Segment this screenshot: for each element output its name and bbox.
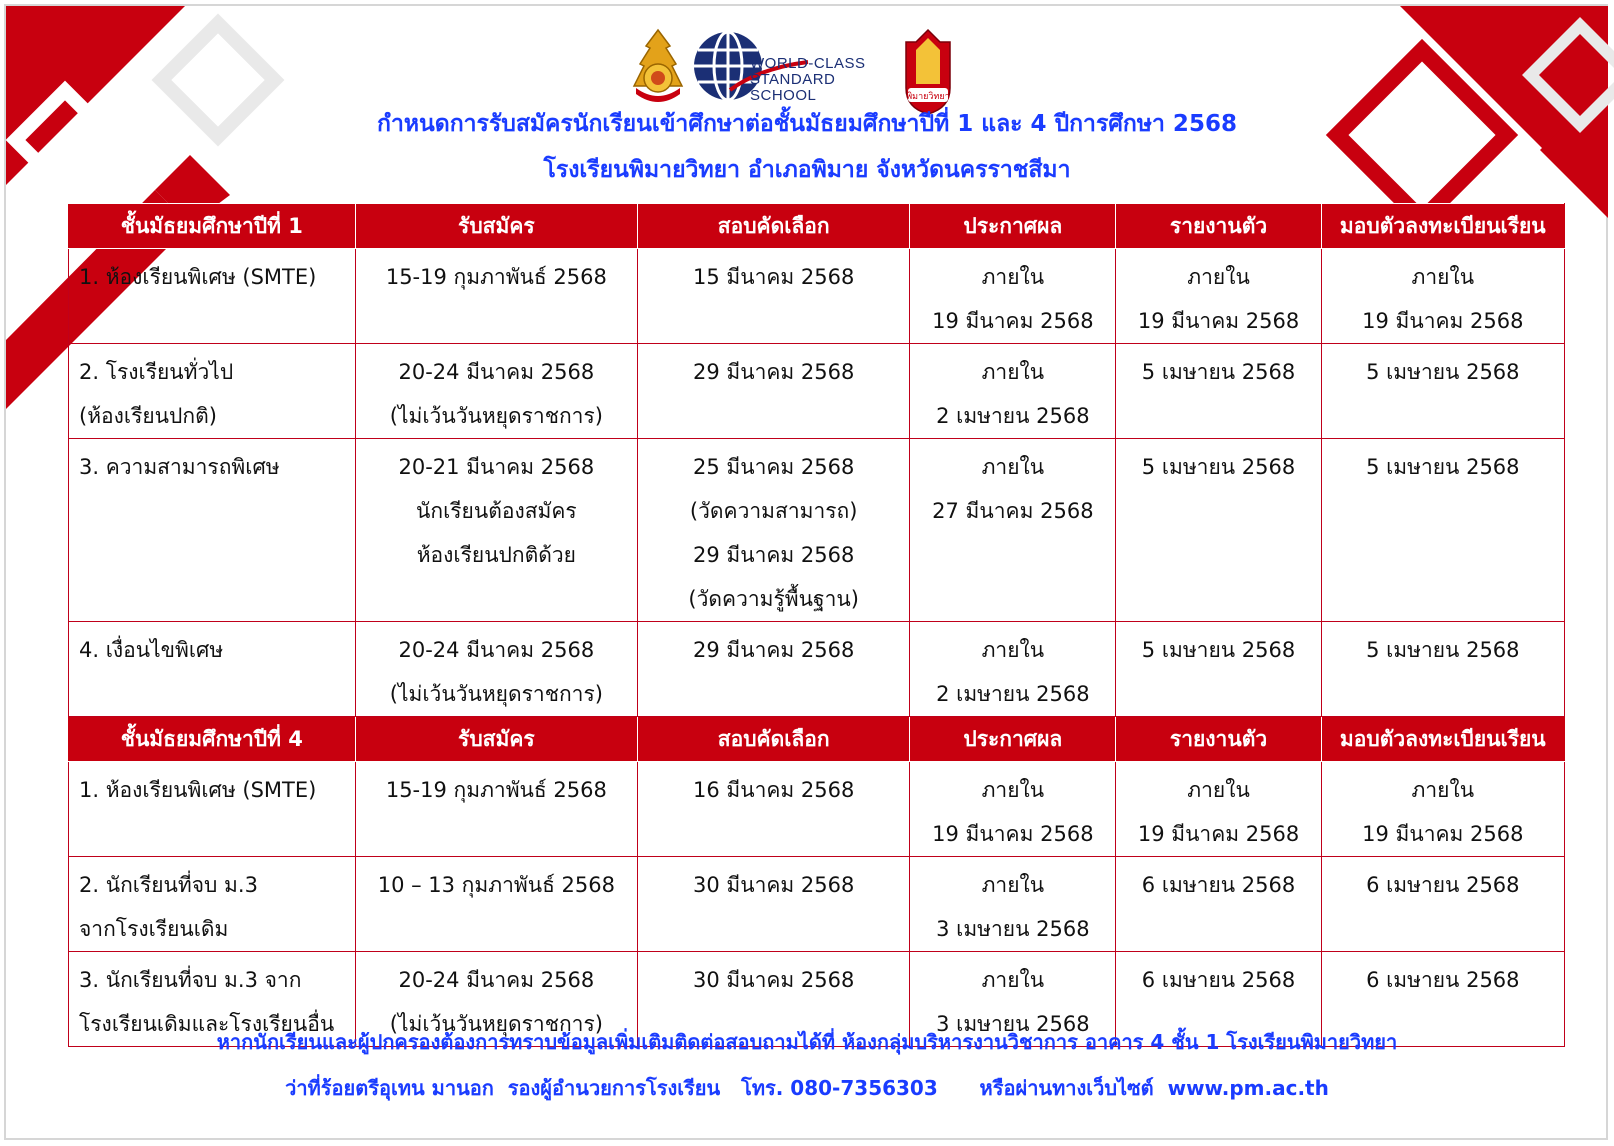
- cell-report: [1116, 762, 1321, 857]
- cell-text-line: 29 มีนาคม 2568: [692, 543, 855, 567]
- cell-text-line: ภายใน: [1187, 265, 1250, 289]
- cell-text-line: 19 มีนาคม 2568: [932, 309, 1094, 333]
- cell-apply: [355, 439, 637, 622]
- cell-text-line: (ไม่เว้นวันหยุดราชการ): [389, 404, 603, 428]
- cell-text-line: 19 มีนาคม 2568: [1362, 822, 1524, 846]
- cell-apply: [355, 762, 637, 857]
- cell-text-line: นักเรียนต้องสมัคร: [416, 499, 577, 523]
- cell-text-line: 19 มีนาคม 2568: [1137, 309, 1300, 333]
- cell-text-line: ภายใน: [1411, 265, 1475, 289]
- cell-name: [69, 249, 356, 344]
- world-class-logo-text: [750, 56, 885, 104]
- cell-text-line: 6 เมษายน 2568: [1141, 873, 1296, 897]
- cell-announce: [910, 249, 1116, 344]
- cell-text-line: (ไม่เว้นวันหยุดราชการ): [389, 682, 603, 706]
- cell-text-line: 5 เมษายน 2568: [1141, 360, 1296, 384]
- table-row: [69, 857, 1565, 952]
- cell-text-line: ภายใน: [981, 265, 1045, 289]
- cell-text-line: ภายใน: [981, 968, 1045, 992]
- cell-text-line: 25 มีนาคม 2568: [692, 455, 855, 479]
- cell-report: [1116, 439, 1321, 622]
- cell-text-line: ภายใน: [981, 360, 1045, 384]
- cell-text-line: 10 – 13 กุมภาพันธ์ 2568: [377, 873, 615, 897]
- cell-apply: [355, 344, 637, 439]
- cell-enroll: [1321, 344, 1564, 439]
- cell-text-line: 20-24 มีนาคม 2568: [398, 638, 595, 662]
- cell-text-line: ภายใน: [981, 873, 1045, 897]
- world-class-text-line2: STANDARD SCHOOL: [750, 71, 836, 104]
- cell-apply: [355, 249, 637, 344]
- world-class-text-line1: WORLD-CLASS: [750, 55, 866, 72]
- cell-text-line: ห้องเรียนปกติด้วย: [416, 543, 576, 567]
- table-row: [69, 622, 1565, 717]
- column-header: มอบตัวลงทะเบียนเรียน: [1321, 204, 1564, 249]
- cell-text-line: 3. นักเรียนที่จบ ม.3 จาก: [79, 968, 302, 992]
- column-header: ประกาศผล: [910, 717, 1116, 762]
- column-header: รายงานตัว: [1116, 204, 1321, 249]
- cell-text-line: 5 เมษายน 2568: [1141, 455, 1296, 479]
- cell-text-line: 3 เมษายน 2568: [936, 917, 1090, 941]
- cell-text-line: 2. นักเรียนที่จบ ม.3: [79, 873, 258, 897]
- cell-text-line: (วัดความสามารถ): [689, 499, 858, 523]
- cell-text-line: 20-24 มีนาคม 2568: [398, 968, 595, 992]
- cell-name: [69, 762, 356, 857]
- column-header: สอบคัดเลือก: [638, 717, 910, 762]
- document-title: [0, 104, 1614, 190]
- cell-report: [1116, 344, 1321, 439]
- cell-text-line: 1. ห้องเรียนพิเศษ (SMTE): [79, 265, 317, 289]
- column-header: รายงานตัว: [1116, 717, 1321, 762]
- cell-text-line: 5 เมษายน 2568: [1366, 455, 1520, 479]
- table-row: [69, 439, 1565, 622]
- cell-text-line: 30 มีนาคม 2568: [692, 873, 855, 897]
- cell-text-line: ภายใน: [1187, 778, 1250, 802]
- cell-report: [1116, 622, 1321, 717]
- cell-text-line: ภายใน: [981, 778, 1045, 802]
- column-header: มอบตัวลงทะเบียนเรียน: [1321, 717, 1564, 762]
- cell-enroll: [1321, 857, 1564, 952]
- cell-text-line: 1. ห้องเรียนพิเศษ (SMTE): [79, 778, 317, 802]
- cell-text-line: 20-24 มีนาคม 2568: [398, 360, 595, 384]
- phimai-wittaya-emblem-logo: [894, 28, 962, 116]
- cell-text-line: 16 มีนาคม 2568: [692, 778, 855, 802]
- cell-exam: [638, 622, 910, 717]
- cell-text-line: 15-19 กุมภาพันธ์ 2568: [385, 778, 607, 802]
- footer-line2: ว่าที่ร้อยตรีอุเทน มานอก รองผู้อำนวยการโรงเรียน โทร. 080-7356303 หรือผ่านทางเว็บไซต์ www.pm.ac.th: [285, 1076, 1329, 1100]
- table-row: [69, 762, 1565, 857]
- cell-text-line: 2 เมษายน 2568: [936, 404, 1090, 428]
- table-row: [69, 249, 1565, 344]
- cell-text-line: 19 มีนาคม 2568: [1362, 309, 1524, 333]
- cell-exam: [638, 762, 910, 857]
- cell-text-line: 30 มีนาคม 2568: [692, 968, 855, 992]
- cell-text-line: 5 เมษายน 2568: [1366, 638, 1520, 662]
- cell-text-line: โรงเรียนเดิมและโรงเรียนอื่น: [79, 1012, 335, 1036]
- cell-text-line: 4. เงื่อนไขพิเศษ: [79, 638, 224, 662]
- contact-footer: [0, 1022, 1614, 1108]
- cell-text-line: ภายใน: [1411, 778, 1475, 802]
- cell-text-line: 15 มีนาคม 2568: [692, 265, 855, 289]
- cell-enroll: [1321, 249, 1564, 344]
- cell-text-line: 19 มีนาคม 2568: [932, 822, 1094, 846]
- column-header: รับสมัคร: [355, 204, 637, 249]
- cell-text-line: (ห้องเรียนปกติ): [79, 404, 217, 428]
- column-header: ประกาศผล: [910, 204, 1116, 249]
- cell-report: [1116, 249, 1321, 344]
- cell-text-line: (วัดความรู้พื้นฐาน): [688, 587, 859, 611]
- cell-text-line: 29 มีนาคม 2568: [692, 360, 855, 384]
- cell-announce: [910, 857, 1116, 952]
- cell-enroll: [1321, 762, 1564, 857]
- cell-text-line: 5 เมษายน 2568: [1141, 638, 1296, 662]
- cell-report: [1116, 857, 1321, 952]
- cell-text-line: 27 มีนาคม 2568: [932, 499, 1094, 523]
- svg-text:พิมายวิทยา: พิมายวิทยา: [906, 92, 950, 102]
- cell-text-line: ภายใน: [981, 638, 1045, 662]
- cell-exam: [638, 857, 910, 952]
- cell-announce: [910, 344, 1116, 439]
- cell-text-line: 2 เมษายน 2568: [936, 682, 1090, 706]
- section-header-row: [69, 204, 1565, 249]
- cell-name: [69, 439, 356, 622]
- cell-text-line: 20-21 มีนาคม 2568: [398, 455, 595, 479]
- cell-name: [69, 622, 356, 717]
- cell-text-line: 3. ความสามารถพิเศษ: [79, 455, 280, 479]
- admission-schedule-table: [68, 203, 1565, 1047]
- cell-announce: [910, 622, 1116, 717]
- cell-name: [69, 857, 356, 952]
- cell-text-line: ภายใน: [981, 455, 1045, 479]
- cell-text-line: 3 เมษายน 2568: [936, 1012, 1090, 1036]
- cell-announce: [910, 762, 1116, 857]
- cell-text-line: 6 เมษายน 2568: [1366, 873, 1520, 897]
- cell-exam: [638, 439, 910, 622]
- cell-exam: [638, 344, 910, 439]
- ministry-emblem-logo: [630, 28, 686, 108]
- section-header-level: ชั้นมัธยมศึกษาปีที่ 4: [69, 717, 356, 762]
- cell-apply: [355, 622, 637, 717]
- cell-enroll: [1321, 622, 1564, 717]
- cell-text-line: 6 เมษายน 2568: [1366, 968, 1520, 992]
- cell-text-line: จากโรงเรียนเดิม: [79, 917, 229, 941]
- cell-apply: [355, 857, 637, 952]
- cell-text-line: 29 มีนาคม 2568: [692, 638, 855, 662]
- cell-text-line: 5 เมษายน 2568: [1366, 360, 1520, 384]
- column-header: รับสมัคร: [355, 717, 637, 762]
- section-header-level: ชั้นมัธยมศึกษาปีที่ 1: [69, 204, 356, 249]
- cell-announce: [910, 439, 1116, 622]
- footer-line1: หากนักเรียนและผู้ปกครองต้องการทราบข้อมูลเพิ่มเติมติดต่อสอบถามได้ที่ ห้องกลุ่มบริหารงานวิชาการ อาคาร 4 ชั้น 1 โรงเรียนพิมายวิทยา: [216, 1030, 1398, 1054]
- cell-text-line: (ไม่เว้นวันหยุดราชการ): [389, 1012, 603, 1036]
- title-line1: กำหนดการรับสมัครนักเรียนเข้าศึกษาต่อชั้นมัธยมศึกษาปีที่ 1 และ 4 ปีการศึกษา 2568: [377, 111, 1237, 137]
- section-header-row: [69, 717, 1565, 762]
- column-header: สอบคัดเลือก: [638, 204, 910, 249]
- cell-text-line: 2. โรงเรียนทั่วไป: [79, 360, 234, 384]
- cell-text-line: 19 มีนาคม 2568: [1137, 822, 1300, 846]
- cell-name: [69, 344, 356, 439]
- cell-enroll: [1321, 439, 1564, 622]
- table-row: [69, 344, 1565, 439]
- cell-text-line: 6 เมษายน 2568: [1141, 968, 1296, 992]
- title-line2: โรงเรียนพิมายวิทยา อำเภอพิมาย จังหวัดนครราชสีมา: [543, 157, 1071, 183]
- cell-exam: [638, 249, 910, 344]
- cell-text-line: 15-19 กุมภาพันธ์ 2568: [385, 265, 607, 289]
